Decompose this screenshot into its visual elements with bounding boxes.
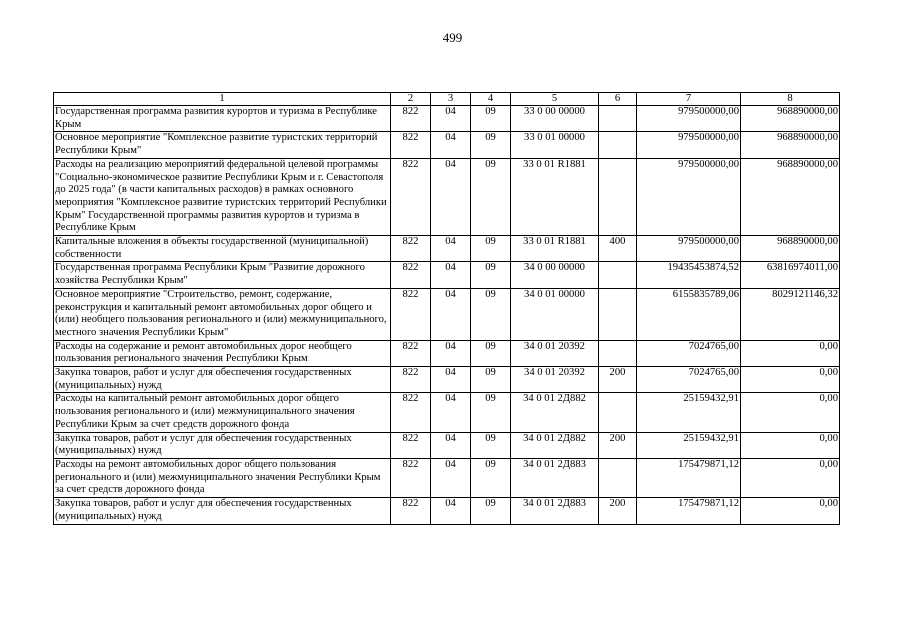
amount-col8: 0,00 [741, 498, 840, 524]
section-code: 04 [431, 262, 471, 288]
table-row [54, 158, 840, 235]
amount-col8: 0,00 [741, 340, 840, 366]
admin-code: 822 [391, 106, 431, 132]
section-code: 04 [431, 340, 471, 366]
subsection-code: 09 [471, 432, 511, 458]
amount-col8: 968890000,00 [741, 236, 840, 262]
column-header: 3 [431, 93, 471, 106]
table-header [54, 93, 840, 106]
subsection-code: 09 [471, 340, 511, 366]
row-name: Расходы на содержание и ремонт автомобильных дорог необщего пользования регионального значения Республики Крым [54, 340, 391, 366]
amount-col7: 979500000,00 [637, 106, 741, 132]
expense-type-code: 400 [599, 236, 637, 262]
expense-type-code [599, 288, 637, 340]
target-article-code: 33 0 01 R1881 [511, 158, 599, 235]
row-name: Государственная программа Республики Крым "Развитие дорожного хозяйства Республики Крым" [54, 262, 391, 288]
section-code: 04 [431, 367, 471, 393]
row-name: Расходы на ремонт автомобильных дорог общего пользования регионального и (или) межмуниципального значения Республики Крым за счет средств дорожного фонда [54, 458, 391, 497]
subsection-code: 09 [471, 367, 511, 393]
table-row [54, 498, 840, 524]
subsection-code: 09 [471, 458, 511, 497]
column-header: 4 [471, 93, 511, 106]
section-code: 04 [431, 158, 471, 235]
admin-code: 822 [391, 158, 431, 235]
expense-type-code [599, 262, 637, 288]
section-code: 04 [431, 458, 471, 497]
row-name: Расходы на реализацию мероприятий федеральной целевой программы "Социально-экономическое развитие Республики Крым и г. Севастополя до 2025 года" (в части капитальных расходов) в рамках основного мероприятия "Комплексное развитие туристских территорий Республики Крым" Государственной программы развития курортов и туризма в Республике Крым [54, 158, 391, 235]
admin-code: 822 [391, 236, 431, 262]
admin-code: 822 [391, 340, 431, 366]
amount-col7: 7024765,00 [637, 340, 741, 366]
amount-col7: 25159432,91 [637, 432, 741, 458]
amount-col8: 63816974011,00 [741, 262, 840, 288]
table-body [54, 106, 840, 525]
table-row [54, 367, 840, 393]
table-row [54, 458, 840, 497]
amount-col8: 8029121146,32 [741, 288, 840, 340]
column-header: 6 [599, 93, 637, 106]
subsection-code: 09 [471, 498, 511, 524]
target-article-code: 34 0 01 20392 [511, 340, 599, 366]
table-row [54, 106, 840, 132]
table-row [54, 236, 840, 262]
amount-col7: 979500000,00 [637, 132, 741, 158]
expense-type-code: 200 [599, 432, 637, 458]
target-article-code: 34 0 01 20392 [511, 367, 599, 393]
section-code: 04 [431, 132, 471, 158]
admin-code: 822 [391, 367, 431, 393]
table-row [54, 288, 840, 340]
admin-code: 822 [391, 458, 431, 497]
row-name: Закупка товаров, работ и услуг для обеспечения государственных (муниципальных) нужд [54, 367, 391, 393]
amount-col7: 19435453874,52 [637, 262, 741, 288]
section-code: 04 [431, 106, 471, 132]
admin-code: 822 [391, 132, 431, 158]
amount-col7: 979500000,00 [637, 236, 741, 262]
table-row [54, 393, 840, 432]
amount-col7: 175479871,12 [637, 458, 741, 497]
amount-col7: 25159432,91 [637, 393, 741, 432]
section-code: 04 [431, 432, 471, 458]
target-article-code: 33 0 01 R1881 [511, 236, 599, 262]
table-row [54, 432, 840, 458]
section-code: 04 [431, 393, 471, 432]
target-article-code: 33 0 01 00000 [511, 132, 599, 158]
expense-type-code [599, 393, 637, 432]
subsection-code: 09 [471, 236, 511, 262]
column-header: 1 [54, 93, 391, 106]
amount-col8: 0,00 [741, 393, 840, 432]
target-article-code: 34 0 00 00000 [511, 262, 599, 288]
row-name: Основное мероприятие "Комплексное развитие туристских территорий Республики Крым" [54, 132, 391, 158]
row-name: Государственная программа развития курортов и туризма в Республике Крым [54, 106, 391, 132]
expense-type-code [599, 340, 637, 366]
column-header: 7 [637, 93, 741, 106]
target-article-code: 34 0 01 2Д882 [511, 432, 599, 458]
subsection-code: 09 [471, 393, 511, 432]
amount-col7: 979500000,00 [637, 158, 741, 235]
target-article-code: 34 0 01 2Д883 [511, 458, 599, 497]
amount-col8: 0,00 [741, 458, 840, 497]
column-header: 2 [391, 93, 431, 106]
amount-col7: 6155835789,06 [637, 288, 741, 340]
admin-code: 822 [391, 262, 431, 288]
amount-col7: 175479871,12 [637, 498, 741, 524]
header-row [54, 93, 840, 106]
target-article-code: 34 0 01 2Д882 [511, 393, 599, 432]
budget-table [53, 92, 840, 525]
amount-col8: 968890000,00 [741, 158, 840, 235]
expense-type-code: 200 [599, 498, 637, 524]
table-row [54, 262, 840, 288]
subsection-code: 09 [471, 132, 511, 158]
admin-code: 822 [391, 288, 431, 340]
amount-col8: 0,00 [741, 432, 840, 458]
table-row [54, 132, 840, 158]
row-name: Закупка товаров, работ и услуг для обеспечения государственных (муниципальных) нужд [54, 432, 391, 458]
row-name: Основное мероприятие "Строительство, ремонт, содержание, реконструкция и капитальный ремонт автомобильных дорог общего и (или) необщего пользования регионального и (или) межмуниципального, местного значения Республики Крым" [54, 288, 391, 340]
section-code: 04 [431, 288, 471, 340]
expense-type-code [599, 106, 637, 132]
target-article-code: 34 0 01 2Д883 [511, 498, 599, 524]
target-article-code: 33 0 00 00000 [511, 106, 599, 132]
admin-code: 822 [391, 432, 431, 458]
row-name: Закупка товаров, работ и услуг для обеспечения государственных (муниципальных) нужд [54, 498, 391, 524]
amount-col8: 0,00 [741, 367, 840, 393]
admin-code: 822 [391, 498, 431, 524]
column-header: 5 [511, 93, 599, 106]
row-name: Капитальные вложения в объекты государственной (муниципальной) собственности [54, 236, 391, 262]
section-code: 04 [431, 498, 471, 524]
expense-type-code [599, 132, 637, 158]
target-article-code: 34 0 01 00000 [511, 288, 599, 340]
admin-code: 822 [391, 393, 431, 432]
amount-col8: 968890000,00 [741, 132, 840, 158]
row-name: Расходы на капитальный ремонт автомобильных дорог общего пользования регионального и (или) межмуниципального значения Республики Крым за счет средств дорожного фонда [54, 393, 391, 432]
amount-col8: 968890000,00 [741, 106, 840, 132]
subsection-code: 09 [471, 158, 511, 235]
subsection-code: 09 [471, 262, 511, 288]
section-code: 04 [431, 236, 471, 262]
column-header: 8 [741, 93, 840, 106]
expense-type-code [599, 158, 637, 235]
expense-type-code: 200 [599, 367, 637, 393]
subsection-code: 09 [471, 106, 511, 132]
page-number: 499 [442, 30, 463, 45]
expense-type-code [599, 458, 637, 497]
amount-col7: 7024765,00 [637, 367, 741, 393]
subsection-code: 09 [471, 288, 511, 340]
table-row [54, 340, 840, 366]
